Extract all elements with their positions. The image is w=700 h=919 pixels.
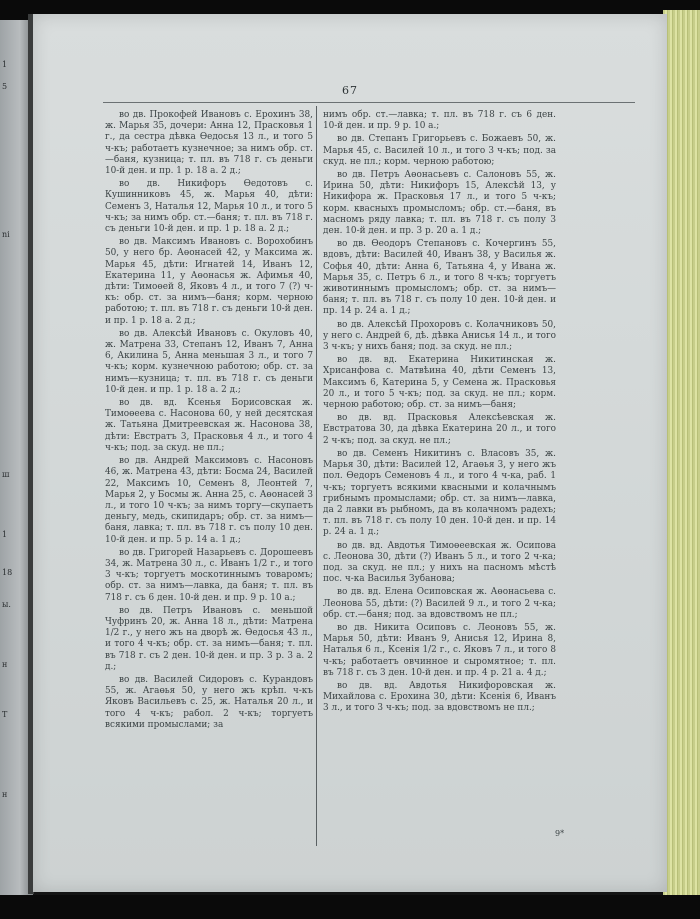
book-cover-edge [663,10,700,895]
adjacent-page-text: ni [2,230,10,239]
left-column [105,110,313,733]
household-entry: во дв. вд. Екатерина Никитинская ж. Хрисанфова с. Матвѣина 40, дѣти Семенъ 13, Максимъ 6, Катерина 5, у Семена ж. Прасковья 20 л., и того 5 ч-къ; под. за скуд. не пл.; корм. черною работою; обр. ст. за нимъ—баня; [323,355,556,411]
household-entry: во дв. Алексѣй Прохоровъ с. Колачниковъ 50, у него с. Андрей 6, дѣ. дѣвка Анисья 14 л., и того 3 ч-къ; у нихъ баня; под. за скуд. не пл.; [323,319,556,353]
household-entry: нимъ обр. ст.—лавка; т. пл. въ 718 г. съ 6 ден. 10-й ден. и пр. 9 р. 10 а.; [323,110,556,132]
household-entry: во дв. Петръ Ивановъ с. меньшой Чуфринъ 20, ж. Анна 18 л., дѣти: Матрена 1/2 г., у него жъ на дворѣ ж. Өедосья 43 л., и того 4 ч-къ; обр. ст. за нимъ—баня; т. пл. въ 718 г. съ 2 ден. 10-й ден. и пр. 3 р. 3 а. 2 д.; [105,605,313,672]
adjacent-page-text: 18 [2,568,13,577]
household-entry: во дв. Никита Осиповъ с. Леоновъ 55, ж. Марья 50, дѣти: Иванъ 9, Анисья 12, Ирина 8, Наталья 6 л., Ксенія 1/2 г., с. Яковъ 7 л., и того 8 ч-къ; работаетъ овчинное и сыромятное; т. пл. въ 718 г. съ 3 ден. 10-й ден. и пр. 4 р. 21 а. 4 д.; [323,622,556,678]
household-entry: во дв. Степанъ Григорьевъ с. Божаевъ 50, ж. Марья 45, с. Василей 10 л., и того 3 ч-къ; под. за скуд. не пл.; корм. черною работою; [323,134,556,167]
adjacent-page-text: 1 [2,60,8,69]
adjacent-page-text: н [2,660,8,669]
household-entry: во дв. вд. Ксенья Борисовская ж. Тимоөеева с. Насонова 60, у ней десятская ж. Татьяна Дмитреевская ж. Насонова 38, дѣти: Евстратъ 3, Прасковья 4 л., и того 4 ч-къ; под. за скуд. не пл.; [105,398,313,453]
household-entry: во дв. вд. Авдотья Тимоөеевская ж. Осипова с. Леонова 30, дѣти (?) Иванъ 5 л., и того 2 ч-ка; под. за скуд. не пл.; у нихъ на пасномъ мѣстѣ пос. ч-ка Василья Зубанова; [323,540,556,585]
household-entry: во дв. вд. Елена Осиповская ж. Аөонасьева с. Леонова 55, дѣти: (?) Василей 9 л., и того 2 ч-ка; обр. ст.—баня; под. за вдовствомъ не пл.; [323,587,556,620]
book-page [33,14,667,892]
printer-signature: 9* [555,829,565,838]
right-column [323,110,556,717]
household-entry: во дв. Никифоръ Өедотовъ с. Кушинниковъ 45, ж. Марья 40, дѣти: Семенъ 3, Наталья 12, Марья 10 л., и того 5 ч-къ; за нимъ обр. ст.—баня; т. пл. въ 718 г. съ деньги 10-й ден. и пр. 1 р. 18 а. 2 д.; [105,179,313,235]
bottom-background [0,895,700,919]
household-entry: во дв. Прокофей Ивановъ с. Ерохинъ 38, ж. Марья 35, дочери: Анна 12, Прасковья 1 г., да сестра дѣвка Өедосья 13 л., и того 5 ч-къ; работаетъ кузнечное; за нимъ обр. ст.—баня, кузница; т. пл. въ 718 г. съ деньги 10-й ден. и пр. 1 р. 18 а. 2 д.; [105,110,313,177]
adjacent-page-text: 5 [2,82,8,91]
page-number: 67 [342,84,358,97]
household-entry: во дв. Өеодоръ Степановъ с. Кочергинъ 55, вдовъ, дѣти: Василей 40, Иванъ 38, у Василья ж. Софья 40, дѣти: Анна 6, Татьяна 4, у Ивана ж. Марья 35, с. Петръ 6 л., и того 8 ч-къ; торгуетъ животиннымъ промысломъ; обр. ст. за нимъ—баня; т. пл. въ 718 г. съ полу 10 ден. 10-й ден. и пр. 14 р. 24 а. 1 д.; [323,239,556,317]
household-entry: во дв. Андрей Максимовъ с. Насоновъ 46, ж. Матрена 43, дѣти: Босма 24, Василей 22, Максимъ 10, Семенъ 8, Леонтей 7, Марья 2, у Босмы ж. Анна 25, с. Аөонасей 3 л., и того 10 ч-къ; за нимъ торгу—скупаетъ деньгу, медь, скипидаръ; обр. ст. за нимъ—баня, лавка; т. пл. въ 718 г. съ полу 10 ден. 10-й ден. и пр. 5 р. 14 а. 1 д.; [105,456,313,545]
household-entry: во дв. Григорей Назарьевъ с. Дорошеевъ 34, ж. Матрена 30 л., с. Иванъ 1/2 г., и того 3 ч-къ; торгуетъ москотиннымъ товаромъ; обр. ст. за нимъ—лавка, да баня; т. пл. въ 718 г. съ 6 ден. 10-й ден. и пр. 9 р. 10 а.; [105,547,313,603]
household-entry: во дв. Петръ Аөонасьевъ с. Салоновъ 55, ж. Ирина 50, дѣти: Никифоръ 15, Алексѣй 13, у Никифора ж. Прасковья 17 л., и того 5 ч-къ; корм. квасныхъ промысломъ; обр. ст.—баня, въ масномъ ряду лавка; т. пл. въ 718 г. съ полу 3 ден. 10-й ден. и пр. 3 р. 20 а. 1 д.; [323,170,556,237]
household-entry: во дв. вд. Прасковья Алексѣевская ж. Евстратова 30, да дѣвка Екатерина 20 л., и того 2 ч-къ; под. за скуд. не пл.; [323,413,556,446]
adjacent-page-text: Т [2,710,8,719]
header-rule [103,102,635,103]
adjacent-page-text: ы. [2,600,11,609]
household-entry: во дв. Максимъ Ивановъ с. Ворохобинъ 50, у него бр. Аөонасей 42, у Максима ж. Марья 45, дѣти: Игнатей 14, Иванъ 12, Екатерина 11, у Аөонасья ж. Афимья 40, дѣти: Тимоөей 8, Яковъ 4 л., и того 7 (?) ч-къ: обр. ст. за нимъ—баня; корм. черною работою; т. пл. въ 718 г. съ деньги 10-й ден. и пр. 1 р. 18 а. 2 д.; [105,237,313,326]
adjacent-page-text: 1 [2,530,8,539]
household-entry: во дв. Василей Сидоровъ с. Курандовъ 55, ж. Агаөья 50, у него жъ крѣп. ч-къ Яковъ Васильевъ с. 25, ж. Наталья 20 л., и того 4 ч-къ; рабол. 2 ч-къ; торгуетъ всякими промыслами; за [105,674,313,730]
household-entry: во дв. Алексѣй Ивановъ с. Окуловъ 40, ж. Матрена 33, Степанъ 12, Иванъ 7, Анна 6, Акилина 5, Анна меньшая 3 л., и того 7 ч-къ; корм. кузнечною работою; обр. ст. за нимъ—кузница; т. пл. въ 718 г. съ деньги 10-й ден. и пр. 1 р. 18 а. 2 д.; [105,328,313,395]
household-entry: во дв. вд. Авдотья Никифоровская ж. Михайлова с. Ерохина 30, дѣти: Ксенія 6, Иванъ 3 л., и того 3 ч-къ; под. за вдовствомъ не пл.; [323,680,556,714]
household-entry: во дв. Семенъ Никитинъ с. Власовъ 35, ж. Марья 30, дѣти: Василей 12, Агаөья 3, у него жъ пол. Өедоръ Семеновъ 4 л., и того 4 ч-ка, раб. 1 ч-къ; торгуетъ всякими квасными и колачнымъ грибнымъ промыслами; обр. ст. за нимъ—лавка, да 2 лавки въ рыбномъ, да въ колачномъ радехъ; т. пл. въ 718 г. съ полу 10 ден. 10-й ден. и пр. 14 р. 24 а. 1 д.; [323,448,556,538]
adjacent-page-text: н [2,790,8,799]
column-divider [316,106,317,846]
adjacent-page-text: ш [2,470,10,479]
